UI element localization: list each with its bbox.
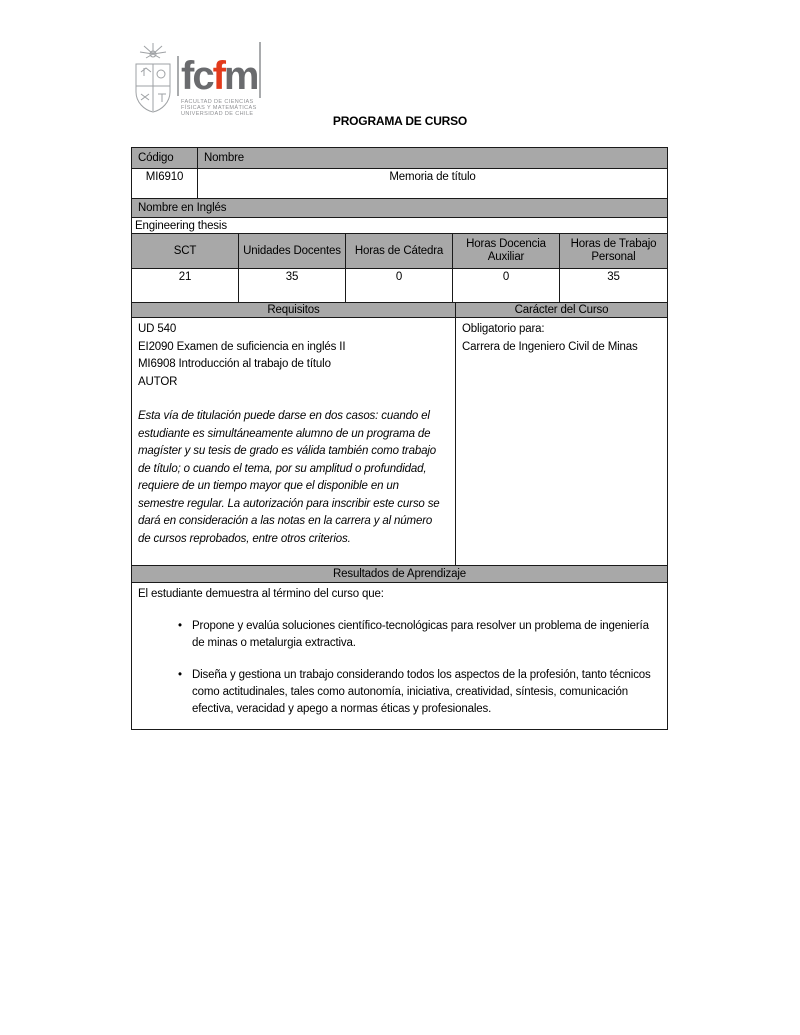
credit-header-horas-trabajo-personal: Horas de Trabajo Personal (560, 234, 667, 268)
resultados-header-cell: Resultados de Aprendizaje (132, 566, 667, 582)
requisito-ei2090: EI2090 Examen de suficiencia en inglés II (138, 340, 346, 353)
row-credit-headers (132, 234, 667, 269)
page-title: PROGRAMA DE CURSO (332, 114, 468, 128)
credit-header-horas-docencia-auxiliar: Horas Docencia Auxiliar (453, 234, 560, 268)
nombre-ingles-header-cell: Nombre en Inglés (132, 199, 667, 217)
credit-value-horas-catedra: 0 (346, 269, 453, 302)
credit-value-unidades-docentes: 35 (239, 269, 346, 302)
wordmark-m: m (223, 54, 258, 98)
credit-header-horas-catedra: Horas de Cátedra (346, 234, 453, 268)
row-codigo-nombre-values (132, 169, 667, 199)
resultados-content-cell (132, 583, 667, 729)
requisitos-header-cell: Requisitos (132, 303, 456, 317)
row-nombre-ingles-value (132, 218, 667, 234)
caracter-header-cell: Carácter del Curso (456, 303, 667, 317)
wordmark-fc: fc (181, 54, 213, 98)
fcfm-wordmark (177, 42, 257, 117)
faculty-line-1: FACULTAD DE CIENCIAS (181, 99, 254, 105)
credit-header-unidades-docentes: Unidades Docentes (239, 234, 346, 268)
codigo-value: MI6910 (132, 169, 198, 198)
resultado-bullet-2 (138, 667, 657, 718)
resultado-bullet-1-text: Propone y evalúa soluciones científico-tecnológicas para resolver un problema de ingeniería de minas o metalurgia extractiva. (192, 620, 649, 649)
row-credit-values (132, 269, 667, 303)
caracter-carrera: Carrera de Ingeniero Civil de Minas (462, 340, 638, 353)
resultado-bullet-1 (138, 618, 657, 652)
caracter-obligatorio-para: Obligatorio para: (462, 323, 545, 335)
credit-value-horas-docencia-auxiliar: 0 (453, 269, 560, 302)
resultados-intro: El estudiante demuestra al término del curso que: (138, 588, 384, 600)
row-resultados-content (132, 583, 667, 729)
nombre-value: Memoria de título (389, 171, 476, 183)
row-codigo-nombre-header (132, 148, 667, 169)
credit-header-sct: SCT (132, 234, 239, 268)
caracter-content-cell (456, 318, 667, 565)
faculty-line-3: UNIVERSIDAD DE CHILE (181, 111, 254, 117)
row-nombre-ingles-header (132, 199, 667, 218)
row-requisitos-caracter-content (132, 318, 667, 566)
requisito-mi6908: MI6908 Introducción al trabajo de título (138, 358, 331, 370)
nombre-header-cell: Nombre (198, 148, 667, 168)
nombre-ingles-value: Engineering thesis (135, 219, 227, 232)
wordmark-red-f: f (212, 54, 224, 98)
credit-value-sct: 21 (132, 269, 239, 302)
fcfm-logo (133, 42, 257, 120)
row-requisitos-caracter-headers (132, 303, 667, 318)
bullet-icon: • (178, 620, 182, 632)
university-crest-icon (133, 42, 173, 120)
bullet-icon: • (178, 669, 182, 681)
codigo-header-cell: Código (132, 148, 198, 168)
requisito-autor: AUTOR (138, 375, 178, 388)
row-resultados-header (132, 566, 667, 583)
requisitos-nota-italica: Esta vía de titulación puede darse en dos casos: cuando el estudiante es simultáneamente alumno de un programa de magíster y su tesis de grado es válida también como trabajo de título; o cuando el tema, por su amplitud o profundidad, requiere de un tiempo mayor que el disponible en un semestre regular. La autorización para inscribir este curso se dará en consideración a las notas en la carrera y al número de cursos reprobados, entre otros criterios. (138, 410, 440, 545)
logo-divider-line (259, 42, 261, 98)
requisitos-content-cell (132, 318, 456, 565)
faculty-line-2: FÍSICAS Y MATEMÁTICAS (181, 105, 257, 111)
resultado-bullet-2-text: Diseña y gestiona un trabajo considerando todos los aspectos de la profesión, tanto técnicos como actitudinales, tales como autonomía, iniciativa, creatividad, síntesis, comunicación efectiva, veracidad y apego a normas éticas y profesionales. (192, 669, 651, 715)
requisito-ud540: UD 540 (138, 323, 177, 335)
credit-value-horas-trabajo-personal: 35 (607, 271, 620, 283)
course-program-table (131, 147, 668, 730)
